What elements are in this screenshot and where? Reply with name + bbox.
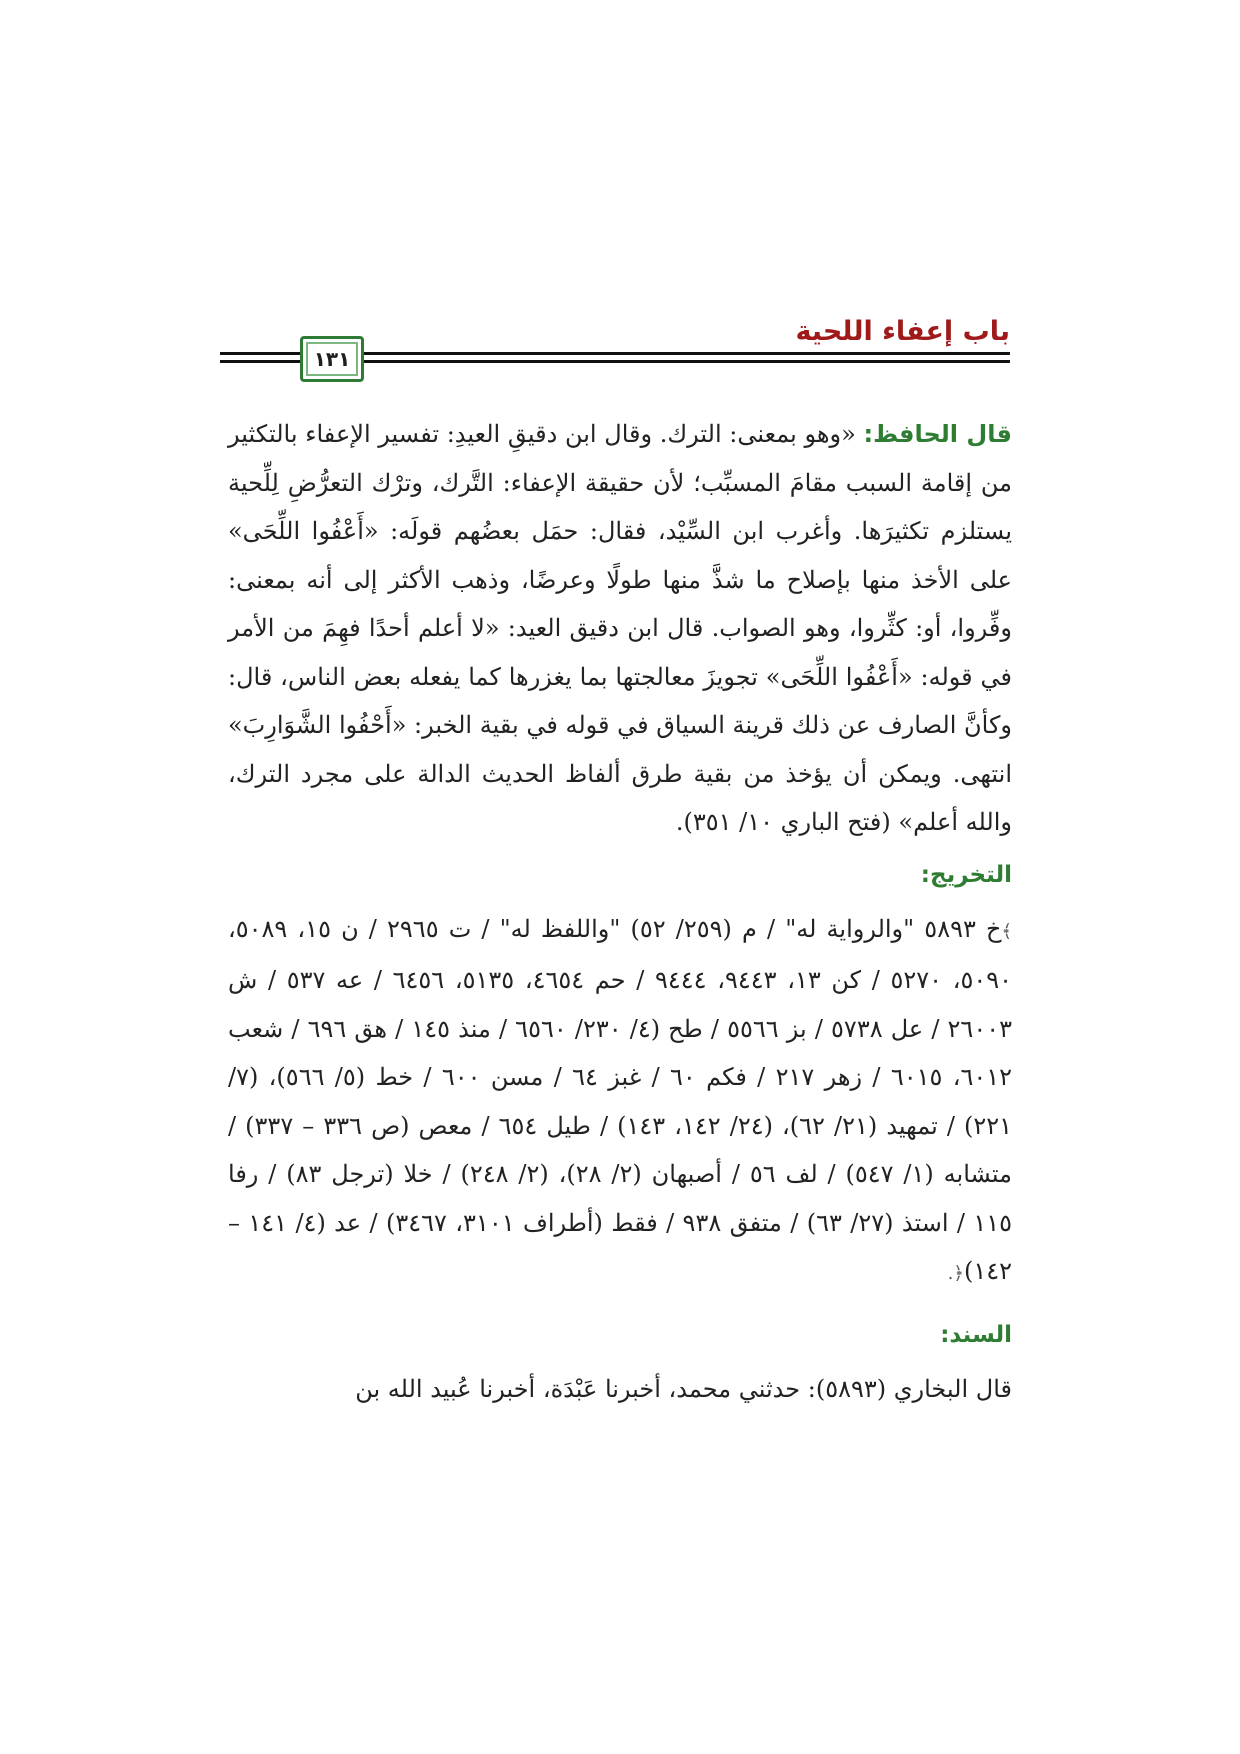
takhrij-heading: التخريج: — [920, 861, 1012, 888]
chapter-title: باب إعفاء اللحية — [795, 316, 1010, 347]
sanad-paragraph — [228, 1365, 1012, 1414]
intro-text: «وهو بمعنى: الترك. وقال ابن دقيقِ العيدِ: تفسير الإعفاء بالتكثير من إقامة السبب مقامَ المسبِّب؛ لأن حقيقة الإعفاء: التَّرك، وترْك التعرُّضِ لِلِّحية يستلزم تكثيرَها. وأغرب ابن السِّيْد، فقال: حمَل بعضُهم قولَه: «أَعْفُوا اللِّحَى» على الأخذ منها بإصلاح ما شذَّ منها طولًا وعرضًا، وذهب الأكثر إلى أنه بمعنى: وفِّروا، أو: كثِّروا، وهو الصواب. قال ابن دقيق العيد: «لا أعلم أحدًا فهِمَ من الأمر في قوله: «أَعْفُوا اللِّحَى» تجويزَ معالجتها بما يغزرها كما يفعله بعض الناس، قال: وكأنَّ الصارف عن ذلك قرينة السياق في قوله في بقية الخبر: «أَحْفُوا الشَّوَارِبَ» انتهى. ويمكن أن يؤخذ من بقية طرق ألفاظ الحديث الدالة على مجرد الترك، والله أعلم» (فتح الباري ١٠/ ٣٥١). — [228, 420, 1012, 836]
takhrij-close-mark: ﴿. — [947, 1263, 964, 1284]
takhrij-open-mark: ﴾ — [1001, 920, 1013, 942]
intro-label: قال الحافظ: — [863, 420, 1012, 448]
takhrij-paragraph — [228, 905, 1012, 1299]
page-body — [228, 410, 1012, 1413]
intro-paragraph — [228, 410, 1012, 847]
sanad-text: قال البخاري (٥٨٩٣): حدثني محمد، أخبرنا عَبْدَة، أخبرنا عُبيد الله بن — [355, 1374, 1012, 1403]
page-header — [220, 316, 1010, 388]
takhrij-text: خ ٥٨٩٣ "والرواية له" / م (٢٥٩/ ٥٢) "واللفظ له" / ت ٢٩٦٥ / ن ١٥، ٥٠٨٩، ٥٠٩٠، ٥٢٧٠ / كن ١٣، ٩٤٤٣، ٩٤٤٤ / حم ٤٦٥٤، ٥١٣٥، ٦٤٥٦ / عه ٥٣٧ / ش ٢٦٠٠٣ / عل ٥٧٣٨ / بز ٥٥٦٦ / طح (٤/ ٢٣٠/ ٦٥٦٠ / منذ ١٤٥ / هق ٦٩٦ / شعب ٦٠١٢، ٦٠١٥ / زهر ٢١٧ / فكم ٦٠ / غبز ٦٤ / مسن ٦٠٠ / خط (٥/ ٥٦٦)، (٧/ ٢٢١) / تمهيد (٢١/ ٦٢)، (٢٤/ ١٤٢، ١٤٣) / طيل ٦٥٤ / معص (ص ٣٣٦ – ٣٣٧) / متشابه (١/ ٥٤٧) / لف ٥٦ / أصبهان (٢/ ٢٨)، (٢/ ٢٤٨) / خلا (ترجل ٨٣) / رفا ١١٥ / استذ (٢٧/ ٦٣) / متفق ٩٣٨ / فقط (أطراف ٣١٠١، ٣٤٦٧) / عد (٤/ ١٤١ – ١٤٢) — [228, 914, 1013, 1285]
page-number: ١٣١ — [313, 347, 351, 371]
page-number-badge — [300, 336, 364, 382]
sanad-heading: السند: — [940, 1321, 1012, 1348]
